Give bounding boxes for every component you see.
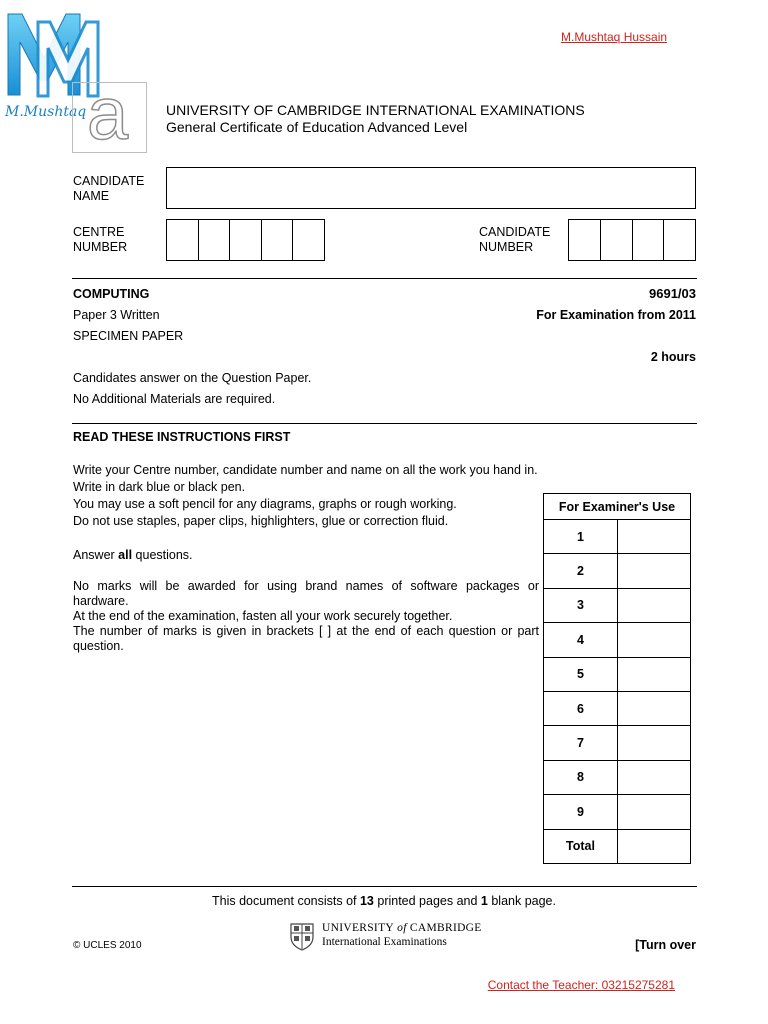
candidate-name-label-line2: NAME	[73, 189, 110, 203]
divider	[72, 886, 697, 887]
mark-cell	[618, 657, 691, 691]
divider	[72, 278, 697, 279]
centre-digit-box[interactable]	[167, 220, 199, 260]
page-count-pre: This document consists of	[212, 894, 360, 908]
institution-title: UNIVERSITY OF CAMBRIDGE INTERNATIONAL EXAMINATIONS	[166, 102, 585, 118]
candidate-name-label-line1: CANDIDATE	[73, 174, 145, 188]
instruction-line: Write in dark blue or black pen.	[73, 480, 246, 494]
mark-cell	[618, 520, 691, 554]
question-number: 5	[544, 657, 618, 691]
crest-of: of	[394, 922, 410, 934]
candidate-digit-box[interactable]	[601, 220, 633, 260]
answer-post: questions.	[132, 548, 193, 562]
blank-count-num: 1	[480, 894, 488, 908]
mark-cell	[618, 726, 691, 760]
centre-digit-box[interactable]	[293, 220, 324, 260]
duration: 2 hours	[650, 350, 696, 364]
candidate-number-boxes[interactable]	[568, 219, 696, 261]
candidate-number-label-line2: NUMBER	[479, 240, 534, 254]
centre-digit-box[interactable]	[199, 220, 231, 260]
question-number: 8	[544, 760, 618, 794]
page-count-mid: printed pages and	[373, 894, 481, 908]
mark-cell	[618, 588, 691, 622]
instruction-line: Do not use staples, paper clips, highlighters, glue or correction fluid.	[73, 514, 449, 528]
page-count-num: 13	[359, 894, 374, 908]
contact-teacher-link[interactable]: Contact the Teacher: 03215275281	[487, 978, 675, 992]
exam-from: For Examination from 2011	[536, 308, 696, 322]
specimen-paper: SPECIMEN PAPER	[73, 329, 184, 343]
author-link[interactable]: M.Mushtaq Hussain	[561, 30, 668, 44]
instructions-heading: READ THESE INSTRUCTIONS FIRST	[73, 430, 291, 444]
centre-digit-box[interactable]	[262, 220, 294, 260]
materials-note: No Additional Materials are required.	[73, 392, 276, 406]
question-number: 4	[544, 623, 618, 657]
instruction-line: Write your Centre number, candidate number and name on all the work you hand in.	[73, 463, 538, 477]
crest-line-1	[322, 922, 482, 934]
cambridge-crest-logo	[290, 922, 490, 954]
instructions-block	[73, 462, 539, 530]
centre-number-label	[73, 225, 127, 255]
candidate-digit-box[interactable]	[664, 220, 695, 260]
question-number: 3	[544, 588, 618, 622]
mark-cell	[618, 760, 691, 794]
candidate-number-label	[479, 225, 550, 255]
crest-icon	[290, 923, 314, 951]
candidate-number-label-line1: CANDIDATE	[479, 225, 551, 239]
answer-bold: all	[118, 548, 133, 562]
turn-over: [Turn over	[635, 938, 696, 952]
question-number: 6	[544, 691, 618, 725]
instruction-line: No marks will be awarded for using brand names of software packages or hardware.	[73, 579, 539, 608]
certificate-title: General Certificate of Education Advanced Level	[166, 119, 468, 135]
mark-cell	[618, 554, 691, 588]
crest-university: UNIVERSITY	[322, 922, 394, 934]
paper-title: Paper 3 Written	[73, 308, 160, 322]
examiners-use-table	[543, 493, 691, 864]
subject: COMPUTING	[73, 287, 150, 301]
letter-a: a	[87, 72, 129, 155]
candidate-digit-box[interactable]	[633, 220, 665, 260]
crest-line-2: International Examinations	[322, 936, 447, 948]
question-number: 9	[544, 795, 618, 829]
total-label: Total	[544, 829, 618, 863]
instruction-line: You may use a soft pencil for any diagrams, graphs or rough working.	[73, 497, 457, 511]
copyright: © UCLES 2010	[73, 940, 142, 951]
answer-pre: Answer	[73, 548, 119, 562]
total-cell	[618, 829, 691, 863]
candidate-name-box[interactable]	[166, 167, 696, 209]
mark-cell	[618, 795, 691, 829]
paper-code: 9691/03	[649, 286, 696, 301]
centre-digit-box[interactable]	[230, 220, 262, 260]
divider	[72, 423, 697, 424]
mark-cell	[618, 691, 691, 725]
question-number: 1	[544, 520, 618, 554]
answer-all-line	[73, 547, 193, 564]
page-count-note	[0, 894, 768, 908]
examiners-use-heading: For Examiner's Use	[544, 494, 691, 520]
centre-number-label-line1: CENTRE	[73, 225, 125, 239]
instruction-line: At the end of the examination, fasten all your work securely together.	[73, 609, 453, 623]
question-number: 7	[544, 726, 618, 760]
question-number: 2	[544, 554, 618, 588]
mark-cell	[618, 623, 691, 657]
answer-on-paper: Candidates answer on the Question Paper.	[73, 371, 312, 385]
logo-text: M.Mushtaq	[5, 104, 87, 120]
centre-number-boxes[interactable]	[166, 219, 325, 261]
instruction-line: The number of marks is given in brackets [ ] at the end of each question or part question.	[73, 624, 539, 653]
letter-a-box	[72, 72, 147, 155]
centre-number-label-line2: NUMBER	[73, 240, 128, 254]
candidate-digit-box[interactable]	[569, 220, 601, 260]
instructions-block-2	[73, 579, 539, 654]
page-count-post: blank page.	[487, 894, 556, 908]
candidate-name-label	[73, 174, 144, 204]
crest-cambridge: CAMBRIDGE	[409, 922, 482, 934]
